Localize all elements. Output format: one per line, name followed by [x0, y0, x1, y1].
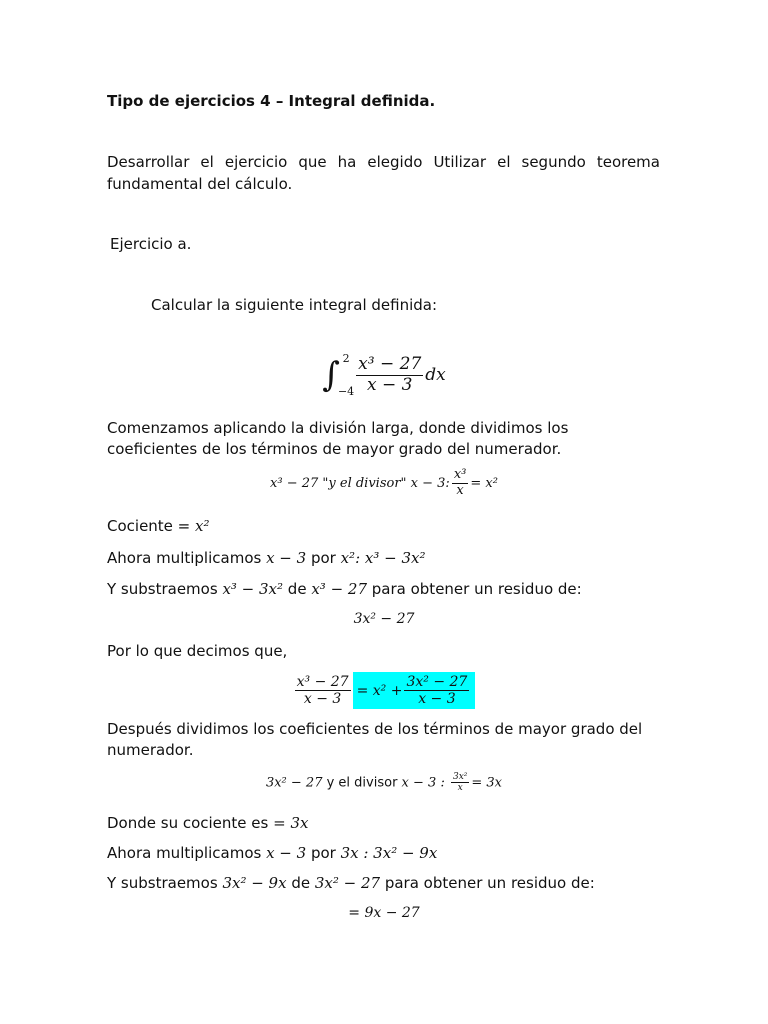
- eq1-fraction: [452, 468, 469, 499]
- eq2-highlight-fraction: [404, 674, 469, 707]
- eq3-text: y el divisor: [322, 775, 402, 791]
- math-span: = 3x: [273, 814, 309, 832]
- text-span: para obtener un residuo de:: [367, 580, 582, 598]
- eq1-fraction-den: x: [456, 482, 464, 498]
- eq2-left-fraction: [295, 674, 351, 707]
- residuo-2: = 9x − 27: [348, 905, 420, 921]
- text-span: Y substraemos: [107, 580, 223, 598]
- cociente-line: [107, 517, 210, 535]
- text-span: por: [306, 549, 341, 567]
- math-span: x − 3: [266, 844, 307, 862]
- text-span: de: [286, 874, 315, 892]
- text-span: Y substraemos: [107, 874, 223, 892]
- upper-limit: 2: [342, 352, 350, 365]
- cociente-math: x²: [195, 517, 210, 535]
- eq3-fraction-den: x: [457, 783, 463, 794]
- text-span: Ahora multiplicamos: [107, 844, 267, 862]
- eq3-fraction-num: 3x²: [452, 772, 468, 782]
- substraemos-line-2: [107, 874, 595, 892]
- eq3-divisor: x − 3 :: [401, 775, 445, 791]
- math-span: 3x² − 9x: [222, 874, 287, 892]
- math-span: x − 3: [266, 549, 307, 567]
- text-span: de: [283, 580, 312, 598]
- intro-paragraph: Desarrollar el ejercicio que ha elegido Utilizar el segundo teorema fundamental del cálculo.: [107, 153, 660, 193]
- eq2-left-den: x − 3: [303, 691, 342, 708]
- paragraph-second-division: Después dividimos los coeficientes de los términos de mayor grado del numerador.: [107, 720, 643, 759]
- eq3-left: 3x² − 27: [265, 775, 323, 791]
- math-span: 3x² − 27: [314, 874, 381, 892]
- equation-division-1: [0, 468, 768, 499]
- highlighted-expression: [353, 672, 476, 709]
- math-span: x³ − 27: [311, 580, 367, 598]
- math-span: 3x : 3x² − 9x: [340, 844, 438, 862]
- substraemos-line-1: [107, 580, 582, 598]
- integrand-fraction: [356, 355, 423, 395]
- eq2-highlight-num: 3x² − 27: [406, 674, 468, 690]
- equation-division-2: [0, 772, 768, 794]
- equation-decomposition: [0, 672, 768, 709]
- paragraph-long-division: Comenzamos aplicando la división larga, donde dividimos los coeficientes de los términos de mayor grado del numerador.: [107, 419, 569, 458]
- text-span: para obtener un residuo de:: [380, 874, 595, 892]
- integrand-numerator: x³ − 27: [358, 353, 422, 374]
- eq2-highlight-den: x − 3: [418, 691, 456, 708]
- integrand-denominator: x − 3: [366, 374, 413, 395]
- exercise-label: Ejercicio a.: [110, 235, 192, 253]
- integral-equation: [0, 352, 768, 398]
- cociente-line-2: [107, 814, 308, 832]
- math-span: x³ − 3x²: [222, 580, 284, 598]
- eq2-left-num: x³ − 27: [296, 674, 349, 690]
- multiplicamos-line-1: [107, 549, 425, 567]
- differential: dx: [425, 365, 446, 385]
- eq1-fraction-num: x³: [453, 467, 467, 482]
- lower-limit: −4: [337, 385, 355, 398]
- eq3-fraction: [451, 772, 469, 794]
- text-span: por: [306, 844, 341, 862]
- math-span: x²: x³ − 3x²: [340, 549, 426, 567]
- cociente-text: Cociente =: [107, 517, 196, 535]
- text-span: Ahora multiplicamos: [107, 549, 267, 567]
- multiplicamos-line-2: [107, 844, 437, 862]
- residuo-1: 3x² − 27: [353, 611, 415, 627]
- eq2-equals: = x² +: [356, 682, 403, 699]
- instruction-text: Calcular la siguiente integral definida:: [151, 296, 438, 314]
- page-title: Tipo de ejercicios 4 – Integral definida.: [107, 92, 436, 110]
- eq1-result: = x²: [470, 475, 498, 491]
- eq3-result: = 3x: [471, 775, 503, 791]
- integral-limits: [338, 352, 354, 398]
- text-span: Donde su cociente es: [107, 814, 274, 832]
- integral-sign: ∫: [322, 355, 340, 395]
- por-lo-que-text: Por lo que decimos que,: [107, 642, 288, 660]
- eq1-left: x³ − 27 "y el divisor" x − 3:: [270, 475, 450, 491]
